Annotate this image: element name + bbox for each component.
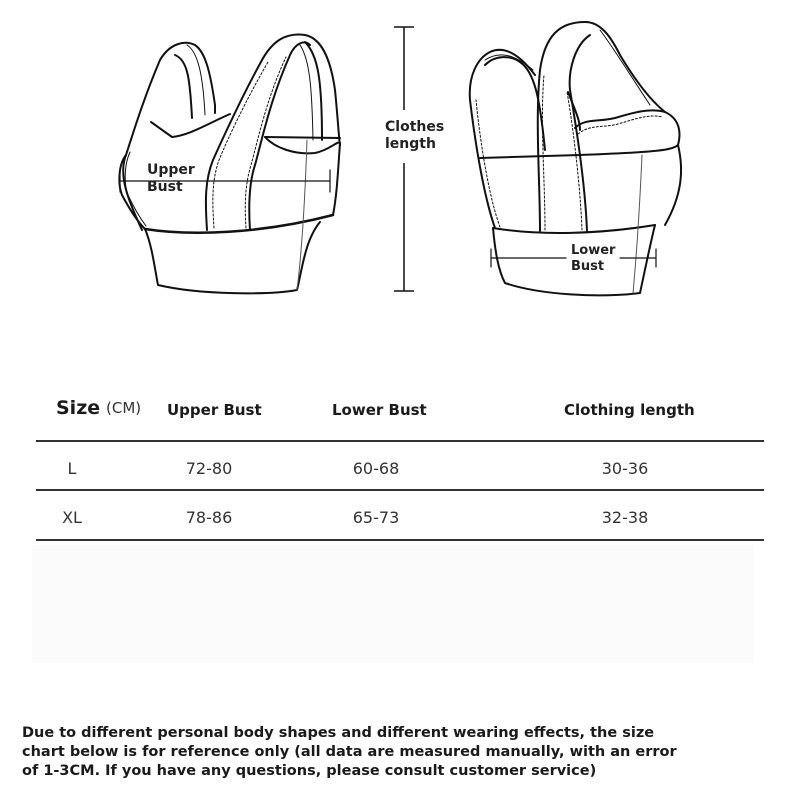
upper-bust-label-line2: Bust [147,179,183,195]
cell-clothing-length: 32-38 [601,508,649,527]
unit-label: (CM) [106,399,142,417]
clothes-length-label [385,119,444,153]
disclaimer-line: chart below is for reference only (all data are measured manually, with an error [22,744,677,760]
clothes-length-marker [394,27,414,291]
table-divider [36,440,764,442]
lower-bust-label [571,243,615,275]
garment-illustration [0,0,800,320]
cell-clothing-length: 30-36 [601,459,649,478]
upper-bust-label-line1: Upper [147,162,195,178]
lower-bust-label-line1: Lower [571,243,616,258]
cell-lower-bust: 65-73 [352,508,400,527]
table-divider [36,489,764,491]
table-divider [36,539,764,541]
column-header-clothing-length: Clothing length [564,401,695,419]
cell-size: XL [62,508,82,527]
disclaimer-text [22,724,677,781]
clothes-length-label-line1: Clothes [385,119,445,135]
upper-bust-label [147,162,195,196]
cell-lower-bust: 60-68 [352,459,400,478]
column-header-upper-bust: Upper Bust [167,401,262,419]
disclaimer-line: of 1-3CM. If you have any questions, please consult customer service) [22,763,597,779]
cell-upper-bust: 78-86 [185,508,233,527]
disclaimer-line: Due to different personal body shapes and different wearing effects, the size [22,725,655,741]
cell-size: L [67,459,77,478]
size-header: Size [56,397,101,419]
column-header-lower-bust: Lower Bust [332,401,427,419]
cell-upper-bust: 72-80 [185,459,233,478]
clothes-length-label-line2: length [385,136,436,152]
blank-panel [32,545,754,663]
lower-bust-label-line2: Bust [571,259,605,274]
